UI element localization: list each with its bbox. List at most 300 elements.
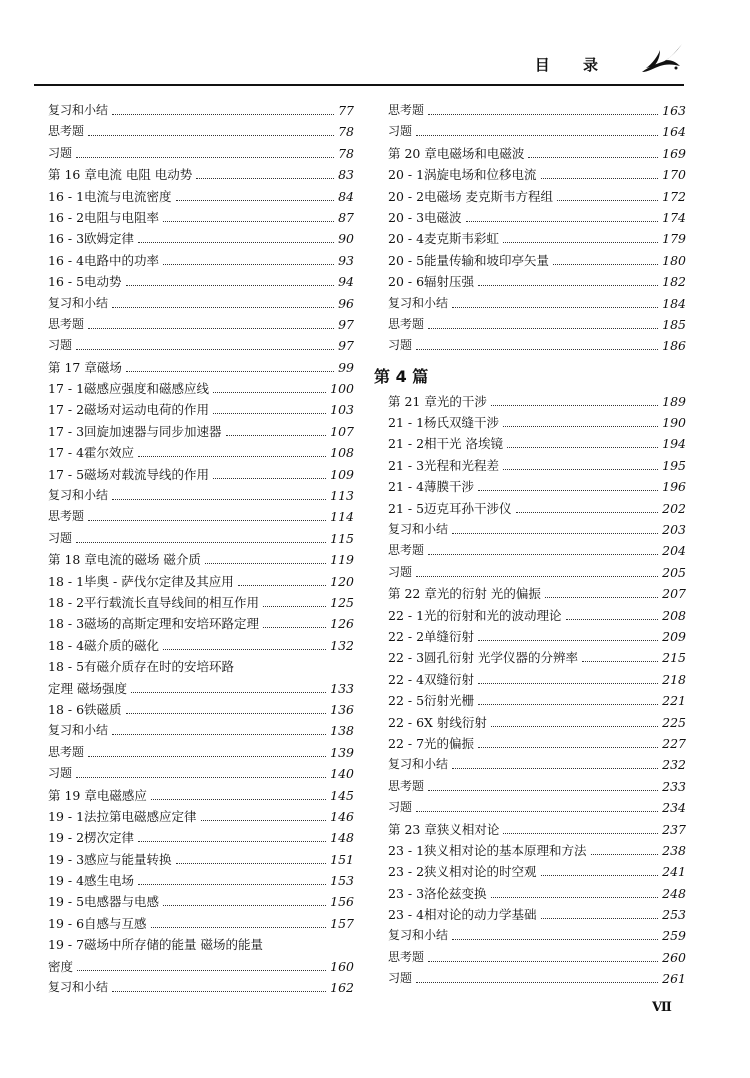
chapter-number: 第 20 章 <box>388 145 437 161</box>
dot-leader <box>541 178 658 179</box>
page-ref: 107 <box>330 423 354 439</box>
page-ref: 221 <box>662 693 686 709</box>
toc-section-row <box>34 806 354 827</box>
section-number: 20 - 4 <box>388 231 425 247</box>
page-ref: 77 <box>338 103 354 118</box>
toc-entry-label: 思考题 <box>48 316 85 331</box>
dot-leader <box>452 307 658 308</box>
page-ref: 237 <box>662 821 686 837</box>
page-header <box>34 50 684 86</box>
dot-leader <box>138 242 334 243</box>
chapter-title: 光的干涉 <box>436 393 487 409</box>
dot-leader <box>503 242 658 243</box>
chapter-title: 光的衍射 光的偏振 <box>436 586 541 602</box>
toc-entry-label <box>48 699 122 720</box>
toc-plain-row <box>374 519 686 540</box>
section-title: 有磁介质存在时的安培环路 <box>84 659 235 675</box>
toc-entry-label <box>48 870 134 891</box>
section-title: 磁场对运动电荷的作用 <box>84 402 210 418</box>
toc-part-row <box>374 357 686 391</box>
toc-entry-label <box>48 913 147 934</box>
section-title: 欧姆定律 <box>84 231 135 247</box>
toc-entry-label <box>388 733 474 754</box>
toc-section-row <box>374 861 686 882</box>
toc-chapter-row <box>34 785 354 806</box>
dot-leader <box>557 200 658 201</box>
header-title: 目 录 <box>534 56 612 74</box>
section-title: 磁感应强度和磁感应线 <box>84 381 210 397</box>
page-ref: 203 <box>662 522 686 538</box>
chapter-title: 电磁感应 <box>96 787 147 803</box>
toc-entry-label: 复习和小结 <box>388 757 449 772</box>
dot-leader <box>88 328 334 329</box>
toc-entry-label: 复习和小结 <box>388 928 449 943</box>
dot-leader <box>176 863 326 864</box>
toc-entry-label <box>48 357 122 378</box>
toc-section-row <box>34 399 354 420</box>
toc-entry-label <box>388 207 462 228</box>
dot-leader <box>491 405 658 406</box>
dot-leader <box>196 178 334 179</box>
section-title: 铁磁质 <box>84 701 122 717</box>
page-ref: 209 <box>662 628 686 644</box>
page-ref: 94 <box>338 274 354 290</box>
section-title: 回旋加速器与同步加速器 <box>84 423 222 439</box>
dot-leader <box>76 542 326 543</box>
dot-leader <box>112 114 334 115</box>
page-ref: 114 <box>330 509 354 525</box>
dot-leader <box>516 512 658 513</box>
section-number: 16 - 5 <box>48 274 85 290</box>
section-title: 迈克耳孙干涉仪 <box>424 500 512 516</box>
page-ref: 174 <box>662 209 686 225</box>
page-ref: 186 <box>662 338 686 354</box>
section-title: 双缝衍射 <box>424 671 475 687</box>
toc-entry-label <box>388 433 503 454</box>
toc-entry-label <box>48 164 192 185</box>
toc-plain-row <box>374 776 686 797</box>
toc-section-row <box>374 476 686 497</box>
page-ref: 97 <box>338 338 354 354</box>
toc-plain-row <box>374 100 686 121</box>
section-title: 辐射压强 <box>424 274 475 290</box>
page-ref: 120 <box>330 573 354 589</box>
dot-leader <box>478 490 658 491</box>
toc-entry-label <box>388 498 512 519</box>
dot-leader <box>126 371 334 372</box>
toc-section-row <box>34 592 354 613</box>
dot-leader <box>138 456 326 457</box>
toc-entry-label: 复习和小结 <box>48 103 109 117</box>
page-ref: 132 <box>330 637 354 653</box>
page-ref: 126 <box>330 616 354 632</box>
page-ref: 84 <box>338 188 354 204</box>
section-title: 电路中的功率 <box>84 252 160 268</box>
section-title: 感生电场 <box>84 873 135 889</box>
toc-section-row <box>374 164 686 185</box>
toc-section-row <box>34 207 354 228</box>
page-ref: 96 <box>338 295 354 311</box>
dot-leader <box>416 576 658 577</box>
section-number: 23 - 1 <box>388 842 425 858</box>
page-ref: 99 <box>338 359 354 375</box>
dot-leader <box>138 841 326 842</box>
toc-section-row <box>374 186 686 207</box>
toc-section-row <box>34 849 354 870</box>
toc-entry-label <box>388 626 474 647</box>
toc-entry-label: 习题 <box>388 124 413 139</box>
page-ref: 253 <box>662 907 686 923</box>
toc-entry-label: 复习和小结 <box>388 522 449 537</box>
toc-section-row <box>34 464 354 485</box>
page-ref: 204 <box>662 543 686 559</box>
section-number: 21 - 2 <box>388 436 425 452</box>
section-title: 毕奥 - 萨伐尔定律及其应用 <box>84 573 234 589</box>
page-ref: 238 <box>662 842 686 858</box>
toc-entry-label: 习题 <box>388 800 413 815</box>
toc-section-row <box>34 571 354 592</box>
dot-leader <box>213 478 326 479</box>
toc-plain-row <box>34 143 354 164</box>
toc-section-row <box>34 635 354 656</box>
toc-chapter-row <box>34 549 354 570</box>
dot-leader <box>491 897 658 898</box>
section-number: 18 - 1 <box>48 573 85 589</box>
toc-entry-label <box>388 143 524 164</box>
toc-entry-label <box>388 164 537 185</box>
chapter-title: 狭义相对论 <box>436 821 500 837</box>
toc-section-row <box>374 883 686 904</box>
section-title: X 射线衍射 <box>424 714 487 730</box>
section-number: 18 - 5 <box>48 659 85 675</box>
toc-plain-row <box>34 100 354 121</box>
section-title: 能量传输和坡印亭矢量 <box>424 252 550 268</box>
toc-entry-label <box>48 378 209 399</box>
toc-plain-row <box>374 754 686 775</box>
chapter-title: 磁场 <box>96 359 122 375</box>
section-number: 23 - 4 <box>388 907 425 923</box>
toc-continuation-row <box>34 956 354 977</box>
toc-plain-row <box>34 121 354 142</box>
toc-plain-row <box>374 314 686 335</box>
page-ref: 83 <box>338 167 354 183</box>
page-ref: 172 <box>662 188 686 204</box>
dot-leader <box>163 221 334 222</box>
toc-section-row <box>34 870 354 891</box>
toc-entry-label <box>388 883 487 904</box>
section-title: 电流与电流密度 <box>84 188 172 204</box>
toc-entry-label <box>388 605 562 626</box>
section-title: 电阻与电阻率 <box>84 209 160 225</box>
page-ref: 100 <box>330 381 354 397</box>
dot-leader <box>131 692 326 693</box>
chapter-title: 电磁场和电磁波 <box>436 145 525 161</box>
toc-entry-label: 思考题 <box>48 509 85 524</box>
dot-leader <box>416 982 658 983</box>
page-ref: 138 <box>330 723 354 739</box>
dot-leader <box>507 447 658 448</box>
toc-entry-label: 复习和小结 <box>48 980 109 995</box>
toc-entry-label <box>388 228 499 249</box>
toc-entry-label <box>48 228 134 249</box>
page-ref: 156 <box>330 894 354 910</box>
toc-entry-label <box>388 690 474 711</box>
page-ref: 248 <box>662 885 686 901</box>
toc-entry-label: 习题 <box>388 971 413 986</box>
toc-section-row <box>374 207 686 228</box>
toc-section-row <box>34 271 354 292</box>
toc-continuation-row <box>34 678 354 699</box>
dot-leader <box>163 649 326 650</box>
toc-entry-label: 习题 <box>48 338 73 353</box>
page-ref: 190 <box>662 415 686 431</box>
section-title: 狭义相对论的时空观 <box>424 864 537 880</box>
toc-section-row <box>34 613 354 634</box>
toc-entry-label <box>48 399 209 420</box>
section-number: 18 - 6 <box>48 701 85 717</box>
toc-plain-row <box>34 742 354 763</box>
toc-entry-label <box>48 806 197 827</box>
section-title: 感应与能量转换 <box>84 851 172 867</box>
section-title: 相对论的动力学基础 <box>424 907 537 923</box>
dot-leader <box>126 285 334 286</box>
toc-plain-row <box>34 335 354 356</box>
toc-section-row <box>34 891 354 912</box>
toc-entry-label: 思考题 <box>388 543 425 558</box>
section-title: 自感与互感 <box>84 915 147 931</box>
section-title: 涡旋电场和位移电流 <box>424 167 537 183</box>
toc-entry-label <box>48 549 201 570</box>
section-number: 22 - 3 <box>388 650 425 666</box>
page-ref: 146 <box>330 808 354 824</box>
toc-entry-label <box>388 669 474 690</box>
page-ref: 179 <box>662 231 686 247</box>
toc-entry-label: 思考题 <box>48 744 85 759</box>
dot-leader <box>503 426 658 427</box>
section-title: 电感器与电感 <box>84 894 160 910</box>
page-ref: 225 <box>662 714 686 730</box>
toc-section-row <box>374 412 686 433</box>
toc-plain-row <box>374 293 686 314</box>
dot-leader <box>452 768 658 769</box>
dot-leader <box>452 939 658 940</box>
toc-chapter-row <box>34 357 354 378</box>
toc-plain-row <box>374 968 686 989</box>
dot-leader <box>238 585 326 586</box>
dot-leader <box>76 157 334 158</box>
dot-leader <box>112 499 326 500</box>
toc-entry-label <box>388 647 578 668</box>
toc-section-row <box>34 186 354 207</box>
toc-entry-label <box>48 186 172 207</box>
section-number: 23 - 3 <box>388 885 425 901</box>
dot-leader <box>428 328 658 329</box>
section-title: 楞次定律 <box>84 830 135 846</box>
dot-leader <box>205 563 326 564</box>
toc-section-row <box>374 271 686 292</box>
toc-plain-row <box>374 540 686 561</box>
toc-entry-label <box>388 186 553 207</box>
section-number: 19 - 2 <box>48 830 85 846</box>
toc-plain-row <box>34 763 354 784</box>
toc-entry-label <box>48 464 209 485</box>
toc-entry-label <box>388 412 499 433</box>
dot-leader <box>76 777 326 778</box>
page-ref: 234 <box>662 800 686 816</box>
section-title: 圆孔衍射 光学仪器的分辨率 <box>424 650 579 666</box>
toc-entry-label: 密度 <box>48 958 74 974</box>
toc-entry-label: 习题 <box>48 145 73 160</box>
section-title: 磁场中所存储的能量 磁场的能量 <box>84 937 264 953</box>
section-number: 19 - 4 <box>48 873 85 889</box>
section-number: 18 - 3 <box>48 616 85 632</box>
section-number: 19 - 3 <box>48 851 85 867</box>
dot-leader <box>466 221 658 222</box>
dot-leader <box>112 307 334 308</box>
page-ref: 157 <box>330 915 354 931</box>
section-number: 19 - 6 <box>48 915 85 931</box>
section-number: 23 - 2 <box>388 864 425 880</box>
dot-leader <box>151 927 326 928</box>
section-title: 光程和光程差 <box>424 457 500 473</box>
section-number: 17 - 3 <box>48 423 85 439</box>
dot-leader <box>541 918 658 919</box>
page-ref: 103 <box>330 402 354 418</box>
toc-entry-label: 定理 磁场强度 <box>48 680 127 696</box>
page-ref: 136 <box>330 701 354 717</box>
toc-entry-label <box>48 592 259 613</box>
toc-entry-label <box>388 455 499 476</box>
dot-leader <box>126 713 326 714</box>
toc-section-row <box>34 934 354 955</box>
dot-leader <box>88 135 334 136</box>
toc-entry-label: 复习和小结 <box>48 295 109 310</box>
section-number: 22 - 5 <box>388 693 425 709</box>
dot-leader <box>226 435 326 436</box>
toc-section-row <box>34 827 354 848</box>
toc-plain-row <box>374 335 686 356</box>
page-ref: 260 <box>662 949 686 965</box>
dot-leader <box>77 970 326 971</box>
toc-section-row <box>374 433 686 454</box>
page-ref: 195 <box>662 457 686 473</box>
section-title: 平行载流长直导线间的相互作用 <box>84 594 260 610</box>
toc-entry-label: 习题 <box>48 530 73 545</box>
section-title: 单缝衍射 <box>424 628 475 644</box>
toc-entry-label <box>388 861 537 882</box>
toc-plain-row <box>374 947 686 968</box>
toc-entry-label <box>388 904 537 925</box>
toc-section-row <box>34 378 354 399</box>
toc-entry-label <box>388 271 474 292</box>
bird-ornament-icon <box>638 42 684 78</box>
dot-leader <box>88 756 326 757</box>
section-number: 17 - 5 <box>48 466 85 482</box>
toc-chapter-row <box>34 164 354 185</box>
page-ref: 218 <box>662 671 686 687</box>
dot-leader <box>151 799 326 800</box>
chapter-title: 电流的磁场 磁介质 <box>96 552 201 568</box>
toc-section-row <box>374 712 686 733</box>
toc-entry-label: 复习和小结 <box>48 488 109 503</box>
dot-leader <box>201 820 326 821</box>
dot-leader <box>112 734 326 735</box>
page-ref: 160 <box>330 958 354 974</box>
section-number: 19 - 5 <box>48 894 85 910</box>
page-ref: 153 <box>330 873 354 889</box>
section-title: 磁场的高斯定理和安培环路定理 <box>84 616 260 632</box>
section-number: 22 - 4 <box>388 671 425 687</box>
dot-leader <box>176 200 334 201</box>
page-ref: 133 <box>330 680 354 696</box>
toc-entry-label <box>388 819 499 840</box>
dot-leader <box>478 285 658 286</box>
toc-section-row <box>374 250 686 271</box>
section-number: 20 - 2 <box>388 188 425 204</box>
toc-plain-row <box>34 977 354 998</box>
toc-entry-label <box>48 827 134 848</box>
toc-chapter-row <box>374 583 686 604</box>
dot-leader <box>138 884 326 885</box>
section-number: 17 - 1 <box>48 381 85 397</box>
dot-leader <box>452 533 658 534</box>
toc-plain-row <box>34 720 354 741</box>
dot-leader <box>112 991 326 992</box>
section-number: 21 - 3 <box>388 457 425 473</box>
dot-leader <box>88 520 326 521</box>
page-ref: 163 <box>662 103 686 118</box>
page-ref: 87 <box>338 209 354 225</box>
toc-entry-label <box>48 207 159 228</box>
dot-leader <box>503 833 658 834</box>
toc-plain-row <box>374 925 686 946</box>
toc-plain-row <box>34 314 354 335</box>
toc-plain-row <box>374 797 686 818</box>
toc-plain-row <box>34 485 354 506</box>
page-ref: 145 <box>330 787 354 803</box>
dot-leader <box>503 469 658 470</box>
section-number: 19 - 7 <box>48 937 85 953</box>
chapter-number: 第 18 章 <box>48 552 97 568</box>
section-number: 22 - 6 <box>388 714 425 730</box>
page-ref: 113 <box>330 488 354 504</box>
section-title: 霍尔效应 <box>84 445 135 461</box>
toc-section-row <box>374 904 686 925</box>
toc-section-row <box>374 733 686 754</box>
dot-leader <box>478 747 658 748</box>
toc-entry-label: 复习和小结 <box>388 295 449 310</box>
page-ref: 227 <box>662 735 686 751</box>
page-ref: 241 <box>662 864 686 880</box>
dot-leader <box>528 157 658 158</box>
toc-section-row <box>374 690 686 711</box>
toc-entry-label <box>48 785 147 806</box>
toc-entry-label <box>388 391 487 412</box>
dot-leader <box>591 854 658 855</box>
toc-section-row <box>34 913 354 934</box>
section-number: 17 - 2 <box>48 402 85 418</box>
section-title: 麦克斯韦彩虹 <box>424 231 500 247</box>
dot-leader <box>163 264 334 265</box>
dot-leader <box>416 135 658 136</box>
section-number: 21 - 1 <box>388 415 425 431</box>
toc-entry-label <box>48 442 134 463</box>
toc-entry-label <box>48 613 259 634</box>
section-number: 16 - 2 <box>48 209 85 225</box>
toc-plain-row <box>34 506 354 527</box>
section-title: 光的偏振 <box>424 735 475 751</box>
dot-leader <box>416 811 658 812</box>
